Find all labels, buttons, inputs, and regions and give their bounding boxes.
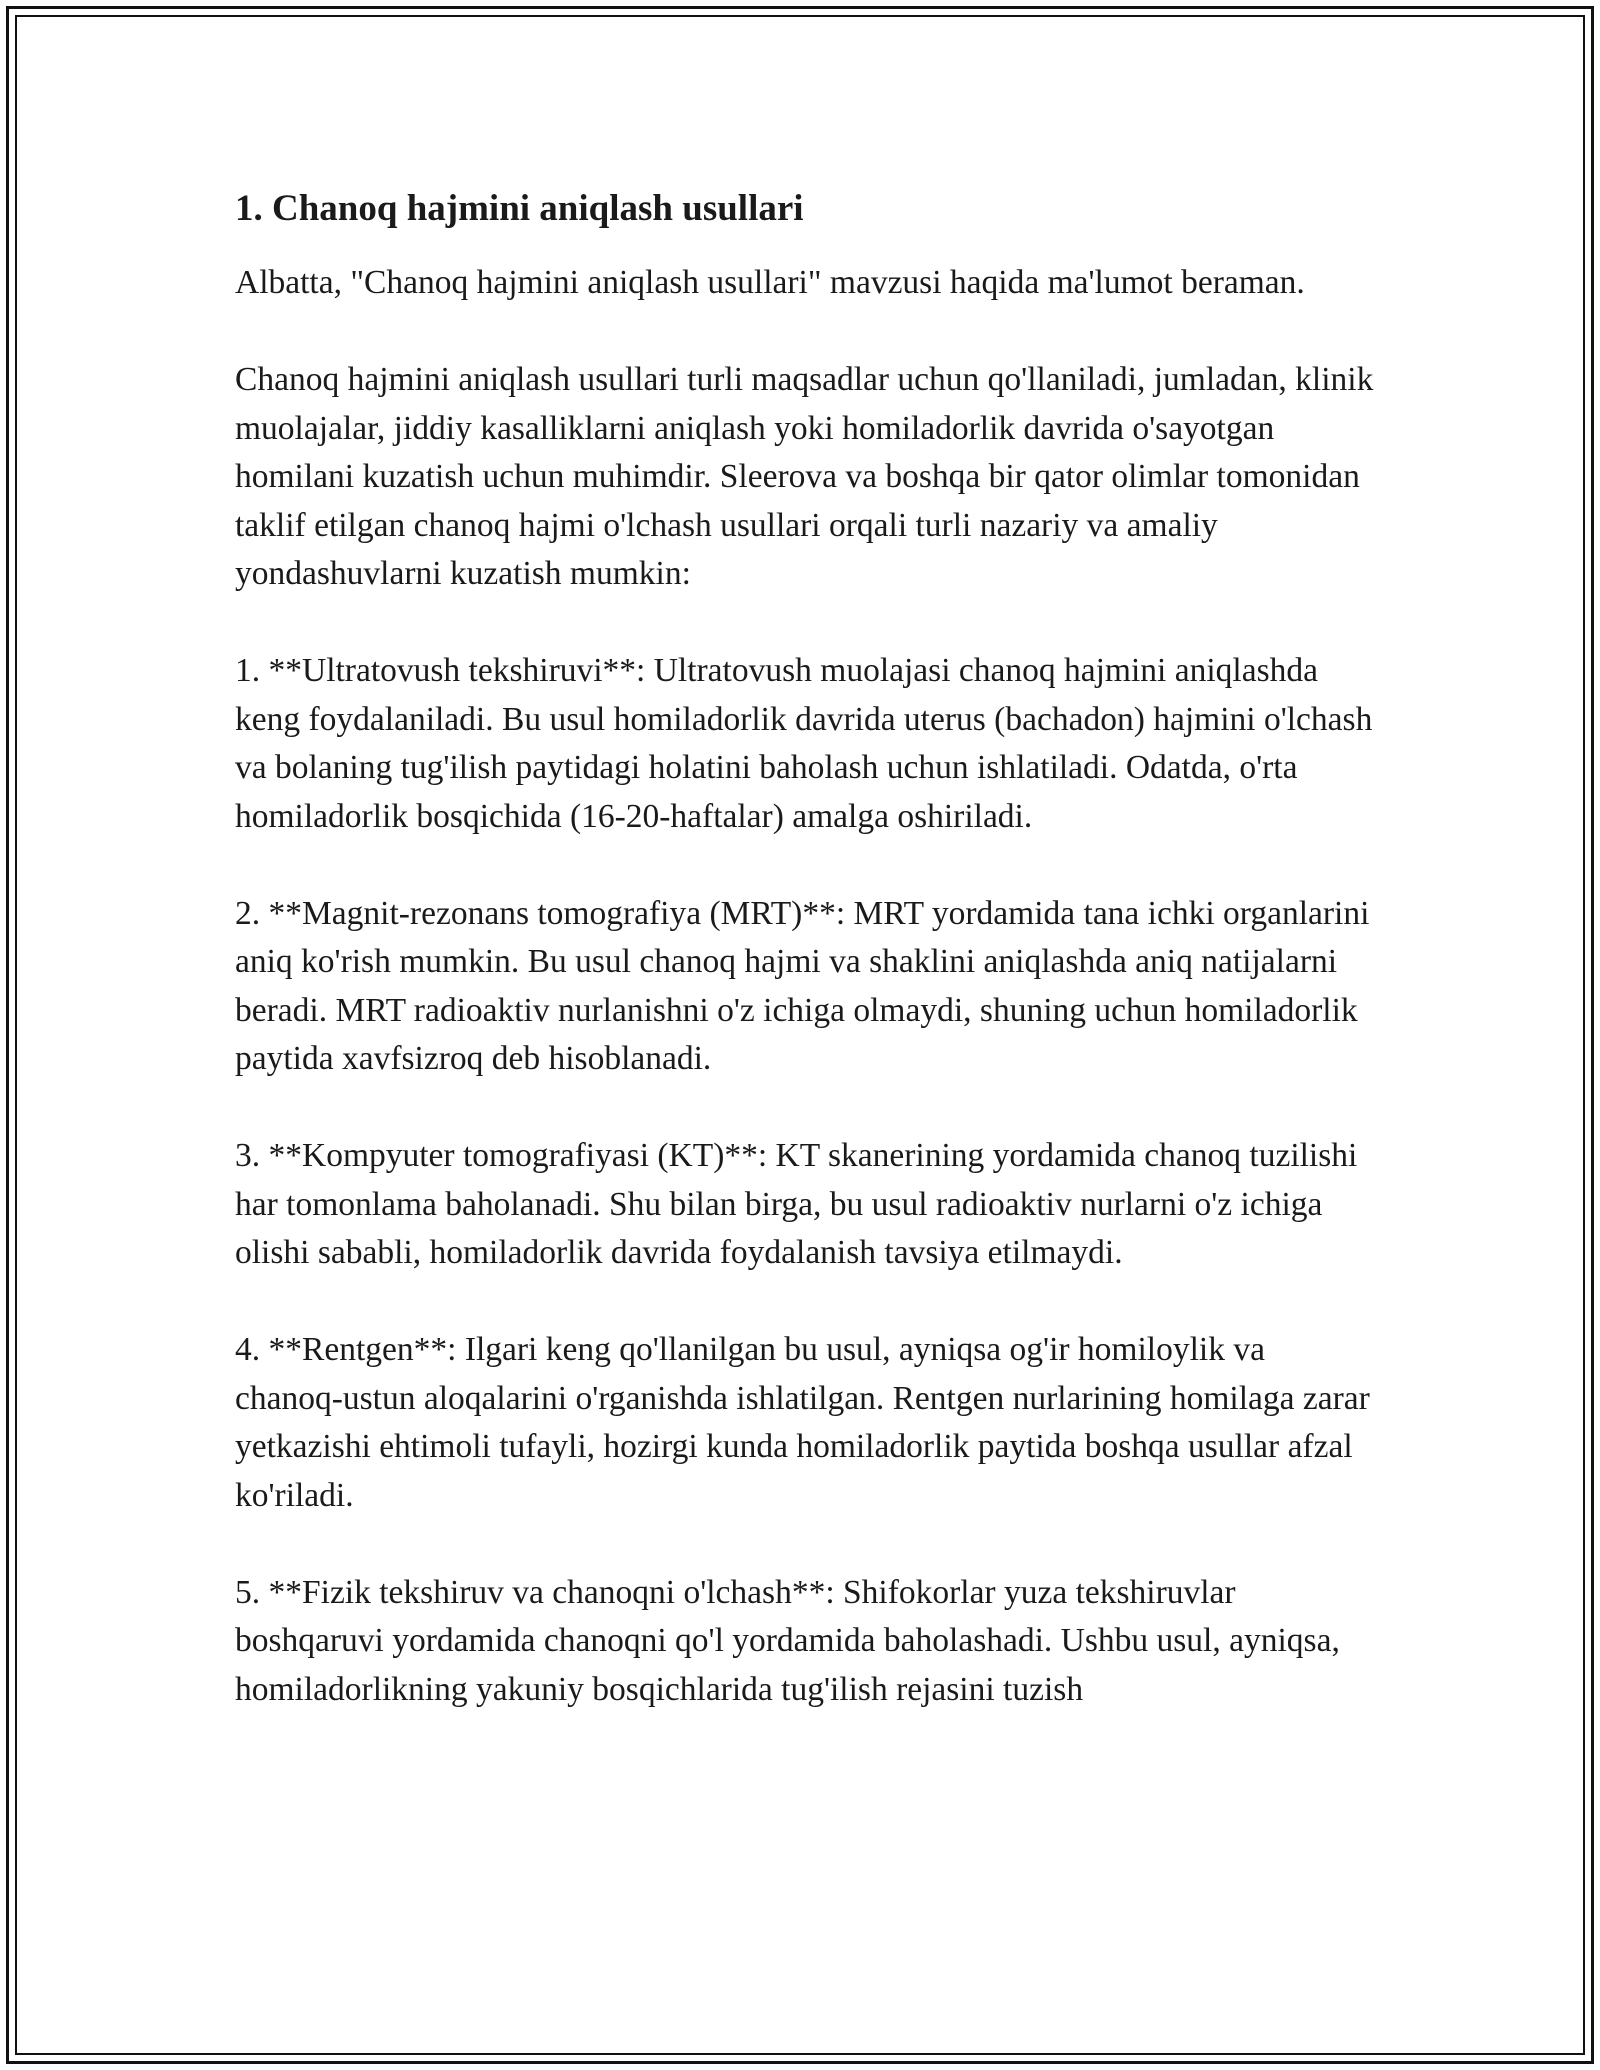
paragraph-overview: Chanoq hajmini aniqlash usullari turli maqsadlar uchun qo'llaniladi, jumladan, klinik muolajalar, jiddiy kasalliklarni aniqlash yoki homiladorlik davrida o'sayotgan homilani kuzatish uchun muhimdir. Sleerova va boshqa bir qator olimlar tomonidan taklif etilgan chanoq hajmi o'lchash usullari orqali turli nazariy va amaliy yondashuvlarni kuzatish mumkin: [235, 361, 1374, 592]
paragraph-mrt: 2. **Magnit-rezonans tomografiya (MRT)**: MRT yordamida tana ichki organlarini aniq ko'rish mumkin. Bu usul chanoq hajmi va shaklini aniqlashda aniq natijalarni beradi. MRT radioaktiv nurlanishni o'z ichiga olmaydi, shuning uchun homiladorlik paytida xavfsizroq deb hisoblanadi. [235, 894, 1370, 1077]
document-title: 1. Chanoq hajmini aniqlash usullari [235, 188, 804, 229]
paragraph-intro: Albatta, "Chanoq hajmini aniqlash usullari" mavzusi haqida ma'lumot beraman. [235, 264, 1305, 301]
document-body [235, 185, 1375, 1763]
paragraph-ultrasound: 1. **Ultratovush tekshiruvi**: Ultratovush muolajasi chanoq hajmini aniqlashda keng foydalaniladi. Bu usul homiladorlik davrida uterus (bachadon) hajmini o'lchash va bolaning tug'ilish paytidagi holatini baholash uchun ishlatiladi. Odatda, o'rta homiladorlik bosqichida (16-20-haftalar) amalga oshiriladi. [235, 652, 1373, 835]
paragraph-rentgen: 4. **Rentgen**: Ilgari keng qo'llanilgan bu usul, ayniqsa og'ir homiloylik va chanoq-ustun aloqalarini o'rganishda ishlatilgan. Rentgen nurlarining homilaga zarar yetkazishi ehtimoli tufayli, hozirgi kunda homiladorlik paytida boshqa usullar afzal ko'riladi. [235, 1331, 1370, 1514]
paragraph-physical-exam: 5. **Fizik tekshiruv va chanoqni o'lchash**: Shifokorlar yuza tekshiruvlar boshqaruvi yordamida chanoqni qo'l yordamida baholashadi. Ushbu usul, ayniqsa, homiladorlikning yakuniy bosqichlarida tug'ilish rejasini tuzish [235, 1573, 1340, 1708]
paragraph-kt: 3. **Kompyuter tomografiyasi (KT)**: KT skanerining yordamida chanoq tuzilishi har tomonlama baholanadi. Shu bilan birga, bu usul radioaktiv nurlarni o'z ichiga olishi sababli, homiladorlik davrida foydalanish tavsiya etilmaydi. [235, 1137, 1358, 1271]
